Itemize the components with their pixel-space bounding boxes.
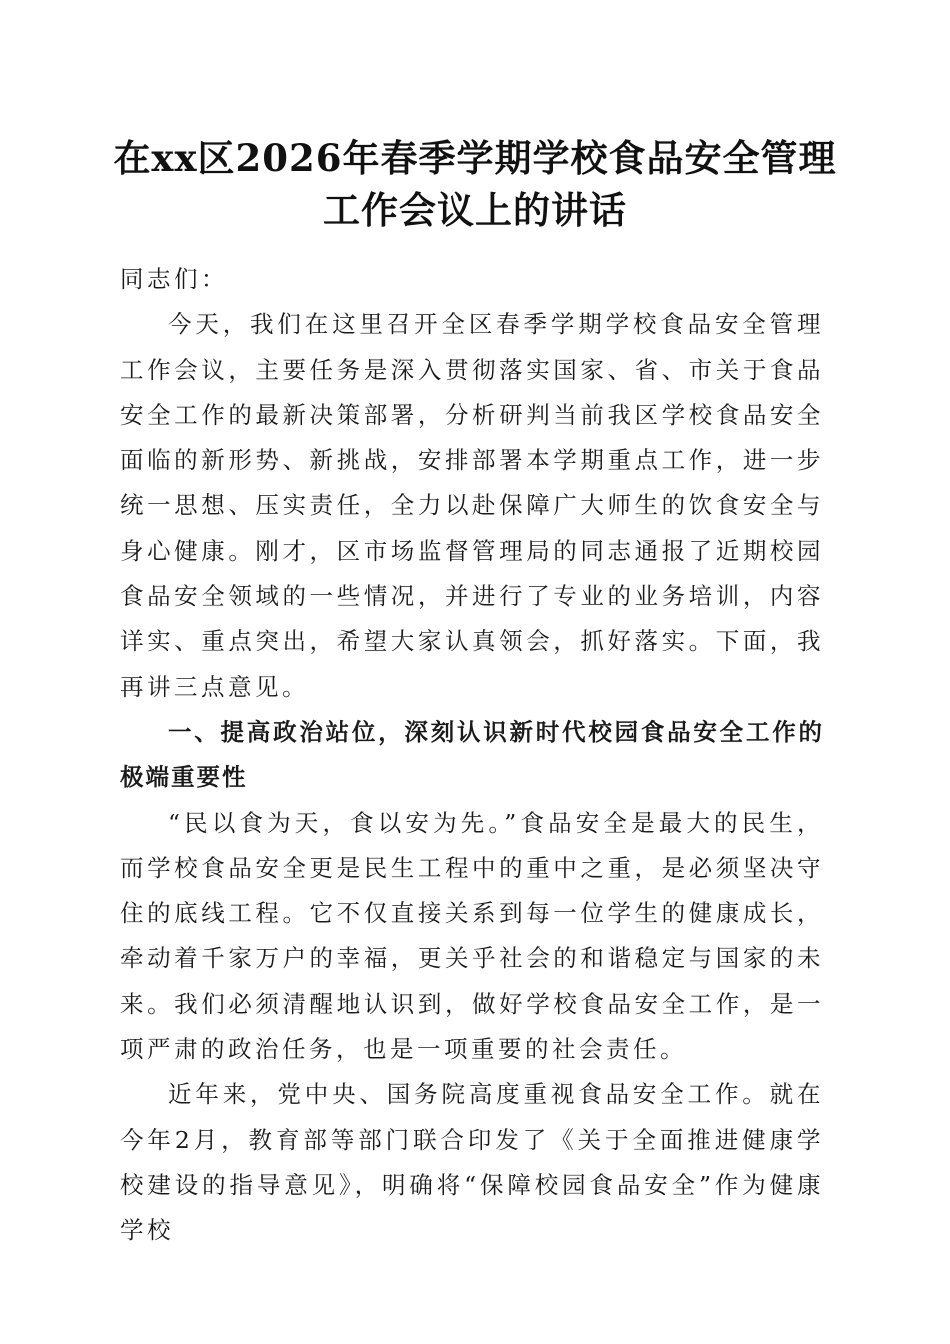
document-title: 在xx区2026年春季学期学校食品安全管理工作会议上的讲话 — [113, 136, 837, 232]
salutation: 同志们： — [120, 265, 228, 293]
document-body — [120, 257, 824, 1254]
paragraph-food-safety-importance: “民以食为天，食以安为先。”食品安全是最大的民生，而学校食品安全更是民生工程中的重中之重，是必须坚决守住的底线工程。它不仅直接关系到每一位学生的健康成长，牵动着千家万户的幸福，更关乎社会的和谐稳定与国家的未来。我们必须清醒地认识到，做好学校食品安全工作，是一项严肃的政治任务，也是一项重要的社会责任。 — [120, 808, 824, 1064]
paragraph-intro: 今天，我们在这里召开全区春季学期学校食品安全管理工作会议，主要任务是深入贯彻落实国家、省、市关于食品安全工作的最新决策部署，分析研判当前我区学校食品安全面临的新形势、新挑战，安排部署本学期重点工作，进一步统一思想、压实责任，全力以赴保障广大师生的饮食安全与身心健康。刚才，区市场监督管理局的同志通报了近期校园食品安全领域的一些情况，并进行了专业的业务培训，内容详实、重点突出，希望大家认真领会，抓好落实。下面，我再讲三点意见。 — [120, 310, 824, 701]
section-heading-1: 一、提高政治站位，深刻认识新时代校园食品安全工作的极端重要性 — [120, 717, 824, 792]
paragraph-central-policy: 近年来，党中央、国务院高度重视食品安全工作。就在今年2月，教育部等部门联合印发了《关于全面推进健康学校建设的指导意见》，明确将“保障校园食品安全”作为健康学校 — [120, 1080, 824, 1245]
